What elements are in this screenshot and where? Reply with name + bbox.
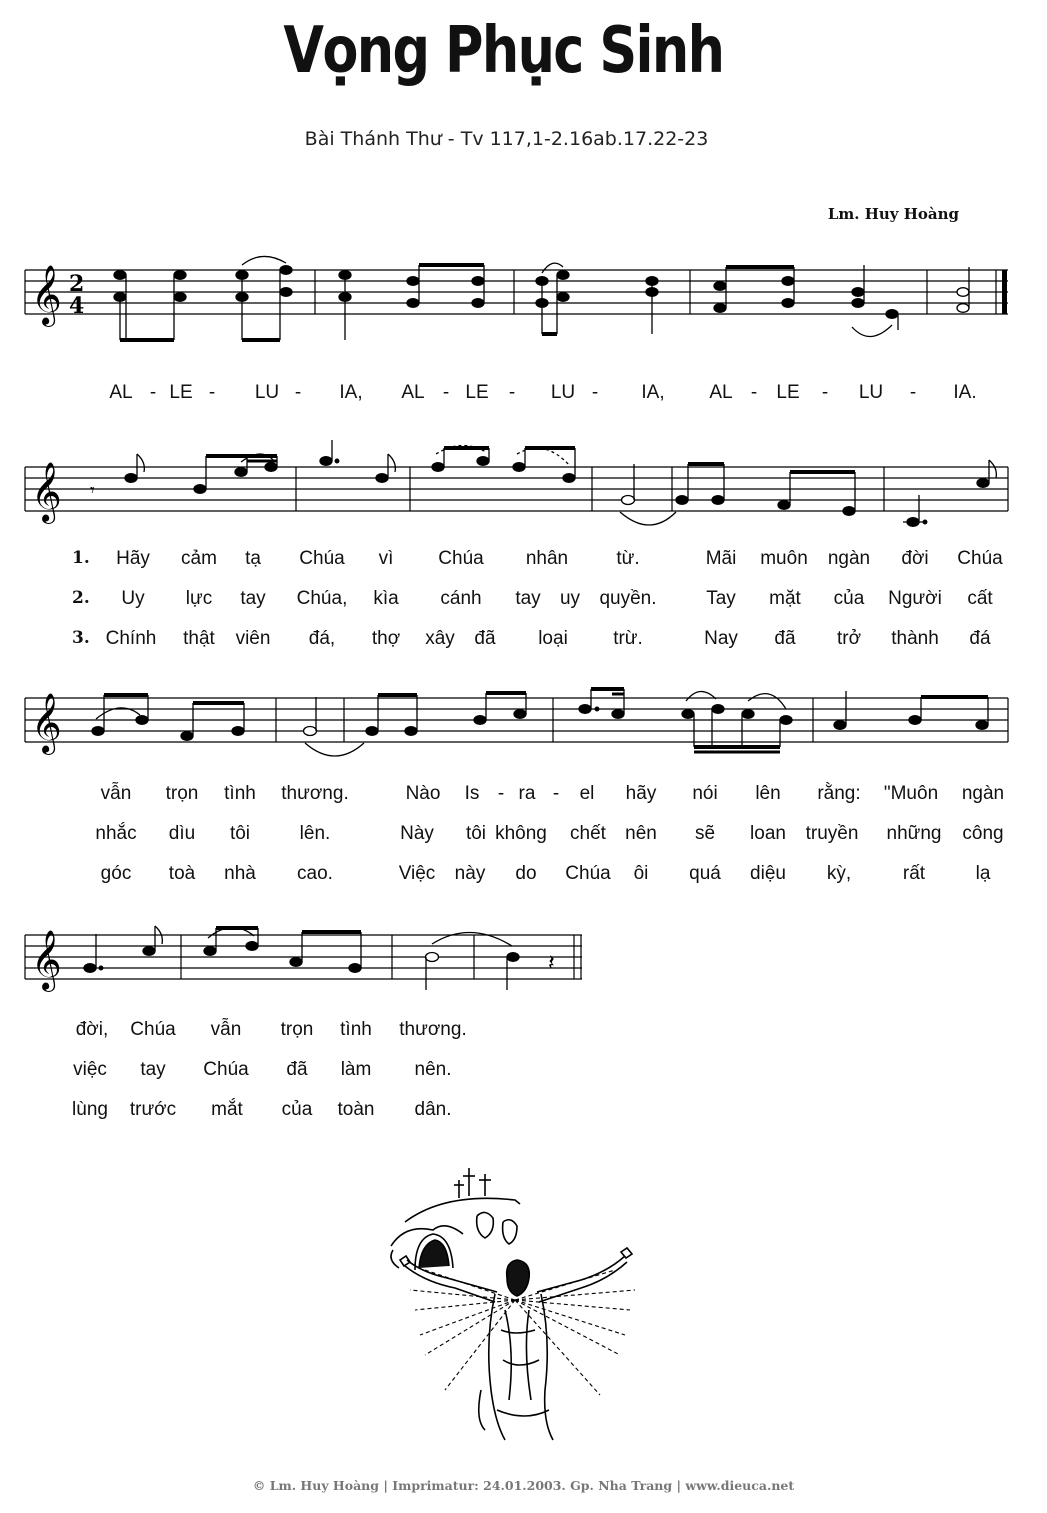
lyric-syllable: cánh [440,588,482,609]
lyric-syllable: đã [474,628,496,649]
refrain-lyric: AL [401,382,425,403]
lyric-syllable: Mãi [705,548,737,569]
refrain-lyric: LU [858,382,884,403]
verse-number: 2. [72,588,90,608]
lyric-syllable: vì [378,548,394,569]
lyric-syllable: kỳ, [826,863,852,884]
lyric-syllable: Tay [706,588,736,609]
lyric-syllable: mắt [211,1099,243,1120]
lyric-syllable: trở [836,628,862,649]
lyric-syllable: nhân [525,548,569,569]
composer: Lm. Huy Hoàng [827,205,959,223]
lyric-syllable: cất [967,588,993,609]
lyric-syllable: dìu [168,823,196,844]
lyric-syllable: Nay [704,628,738,649]
refrain-lyric: IA, [339,382,363,403]
lyric-syllable: Chúa [130,1019,176,1040]
lyric-syllable: lên. [299,823,331,844]
lyric-syllable: hãy [625,783,657,804]
lyric-syllable: vẫn [100,783,132,804]
lyric-syllable: viên [235,628,271,649]
svg-text:𝄞: 𝄞 [31,265,62,325]
lyric-syllable: tình [340,1019,372,1040]
lyric-syllable: loại [538,628,568,649]
lyric-syllable: Chúa [957,548,1003,569]
lyric-syllable: Chúa [299,548,345,569]
staff-system-verse-3 [0,910,1047,1010]
lyric-syllable: tôi [229,823,251,844]
lyric-syllable: xây [425,628,455,649]
lyric-syllable: công [962,823,1004,844]
lyric-syllable: này [454,863,486,884]
lyric-syllable: của [833,588,865,609]
lyric-syllable: lạ [975,863,991,884]
refrain-lyric: LU [254,382,280,403]
lyric-syllable: trọn [280,1019,314,1040]
lyric-syllable: toà [168,863,196,884]
lyric-syllable: - [552,783,560,804]
verse-number: 3. [72,628,90,648]
lyric-syllable: muôn [760,548,808,569]
lyric-syllable: Người [888,588,942,609]
lyric-syllable: Chính [105,628,157,649]
lyric-syllable: el [579,783,595,804]
lyric-syllable: lên [755,783,781,804]
lyric-syllable: từ. [616,548,640,569]
refrain-lyric: AL [709,382,733,403]
lyric-syllable: tay [240,588,266,609]
refrain-lyric: - [149,382,157,403]
lyric-syllable: nên. [414,1059,452,1080]
svg-text:𝄞: 𝄞 [31,462,62,522]
refrain-lyric: - [208,382,216,403]
staff-system-verse-2 [0,675,1047,775]
svg-text:𝄞: 𝄞 [31,930,62,990]
refrain-lyric: LE [776,382,800,403]
lyric-syllable: tạ [245,548,261,569]
lyric-syllable: làm [340,1059,372,1080]
refrain-lyric: LE [465,382,489,403]
lyric-syllable: ngàn [961,783,1005,804]
refrain-lyric: LE [169,382,193,403]
svg-text:4: 4 [69,293,85,319]
refrain-lyric: - [442,382,450,403]
lyric-syllable: Chúa [438,548,484,569]
refrain-lyric: IA. [953,382,977,403]
refrain-lyric: - [909,382,917,403]
lyric-syllable: đá, [308,628,336,649]
lyric-syllable: tay [140,1059,166,1080]
lyric-syllable: nhà [224,863,256,884]
lyric-syllable: của [281,1099,313,1120]
lyric-syllable: sẽ [694,823,716,844]
lyric-syllable: Nào [405,783,441,804]
lyric-syllable: cao. [297,863,333,884]
lyric-syllable: "Muôn [883,783,939,804]
lyric-syllable: Is [464,783,480,804]
lyric-syllable: lùng [72,1099,108,1120]
refrain-lyric: AL [109,382,133,403]
lyric-syllable: ôi [633,863,649,884]
lyric-syllable: lực [185,588,213,609]
lyric-syllable: những [886,823,942,844]
lyric-syllable: uy [559,588,581,609]
lyric-syllable: trọn [165,783,199,804]
refrain-lyric: - [591,382,599,403]
svg-text:𝄾: 𝄾 [90,480,95,501]
lyric-syllable: dân. [414,1099,452,1120]
lyric-syllable: truyền [805,823,859,844]
lyric-syllable: vẫn [210,1019,242,1040]
page-title: Vọng Phục Sinh [283,14,724,88]
refrain-lyric: - [750,382,758,403]
lyric-syllable: tay [515,588,541,609]
lyric-syllable: Việc [398,863,436,884]
lyric-syllable: đá [969,628,991,649]
lyric-syllable: quyền. [599,588,657,609]
staff-system-refrain [0,255,1047,365]
lyric-syllable: nhắc [95,823,137,844]
refrain-lyric: - [508,382,516,403]
resurrection-illustration [385,1160,650,1450]
lyric-syllable: thợ [371,628,401,649]
lyric-syllable: toàn [337,1099,375,1120]
verse-number: 1. [72,548,90,568]
lyric-syllable: thương. [281,783,349,804]
copyright-footer: © Lm. Huy Hoàng | Imprimatur: 24.01.2003. Gp. Nha Trang | www.dieuca.net [252,1478,795,1493]
staff-system-verse-1 [0,440,1047,540]
lyric-syllable: mặt [769,588,801,609]
lyric-syllable: tình [224,783,256,804]
lyric-syllable: rất [902,863,926,884]
lyric-syllable: Uy [121,588,145,609]
lyric-syllable: trước [129,1099,177,1120]
refrain-lyric: IA, [641,382,665,403]
lyric-syllable: rằng: [817,783,861,804]
lyric-syllable: Chúa [565,863,611,884]
lyric-syllable: đã [774,628,796,649]
subtitle: Bài Thánh Thư - Tv 117,1-2.16ab.17.22-23 [304,128,709,150]
lyric-syllable: loan [750,823,786,844]
refrain-lyric: - [294,382,302,403]
lyric-syllable: trừ. [613,628,643,649]
svg-text:2: 2 [69,271,85,297]
lyric-syllable: chết [570,823,606,844]
lyric-syllable: đã [286,1059,308,1080]
lyric-syllable: - [497,783,505,804]
lyric-syllable: nên [625,823,657,844]
lyric-syllable: không [495,823,547,844]
lyric-syllable: nói [692,783,718,804]
lyric-syllable: đời, [75,1019,109,1040]
lyric-syllable: kìa [373,588,399,609]
refrain-lyric: LU [550,382,576,403]
lyric-syllable: tôi [465,823,487,844]
lyric-syllable: Này [400,823,434,844]
lyric-syllable: Hãy [116,548,150,569]
lyric-syllable: thành [891,628,939,649]
lyric-syllable: do [515,863,537,884]
refrain-lyric: - [821,382,829,403]
lyric-syllable: Chúa, [296,588,348,609]
lyric-syllable: diệu [750,863,786,884]
svg-text:𝄞: 𝄞 [31,693,62,753]
lyric-syllable: góc [100,863,132,884]
svg-text:𝄽: 𝄽 [548,951,555,976]
lyric-syllable: thương. [399,1019,467,1040]
lyric-syllable: đời [901,548,929,569]
lyric-syllable: việc [73,1059,107,1080]
lyric-syllable: thật [183,628,215,649]
lyric-syllable: Chúa [203,1059,249,1080]
lyric-syllable: ra [518,783,536,804]
lyric-syllable: ngàn [827,548,871,569]
lyric-syllable: cảm [181,548,217,569]
lyric-syllable: quá [689,863,721,884]
